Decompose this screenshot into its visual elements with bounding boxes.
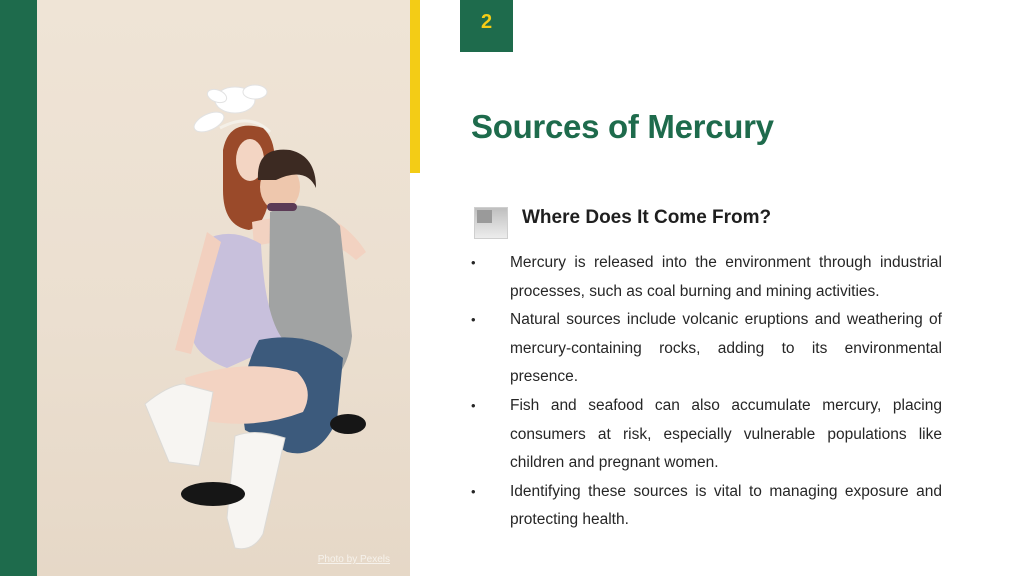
- photo-credit-link[interactable]: Photo by Pexels: [317, 554, 390, 565]
- bullet-marker: •: [471, 255, 476, 270]
- bullet-text: Mercury is released into the environment through industrial processes, such as coal burning and mining activities.: [510, 254, 942, 300]
- slide-photo: [37, 0, 410, 576]
- bullet-item: [470, 478, 942, 535]
- slide-title: Sources of Mercury: [471, 108, 774, 145]
- bullet-marker: •: [471, 483, 476, 499]
- bullet-text: Fish and seafood can also accumulate mercury, placing consumers at risk, especially vulnerable populations like children and pregnant women.: [510, 396, 942, 472]
- bullet-item: [470, 249, 942, 306]
- bullet-list: [470, 249, 942, 535]
- image-thumbnail-icon: [474, 207, 508, 239]
- bullet-marker: •: [471, 312, 476, 328]
- bullet-text: Identifying these sources is vital to managing exposure and protecting health.: [510, 482, 942, 529]
- left-green-accent-bar: [0, 0, 37, 576]
- yellow-accent-bar: [410, 0, 420, 173]
- bullet-text: Natural sources include volcanic eruptions and weathering of mercury-containing rocks, adding to its environmental presence.: [510, 311, 942, 386]
- bullet-item: [470, 306, 942, 392]
- couple-photo-illustration: [37, 0, 410, 576]
- page-number-badge: 2: [460, 0, 513, 52]
- section-subheading: Where Does It Come From?: [522, 207, 772, 228]
- bullet-marker: •: [471, 397, 476, 413]
- bullet-item: [470, 392, 942, 478]
